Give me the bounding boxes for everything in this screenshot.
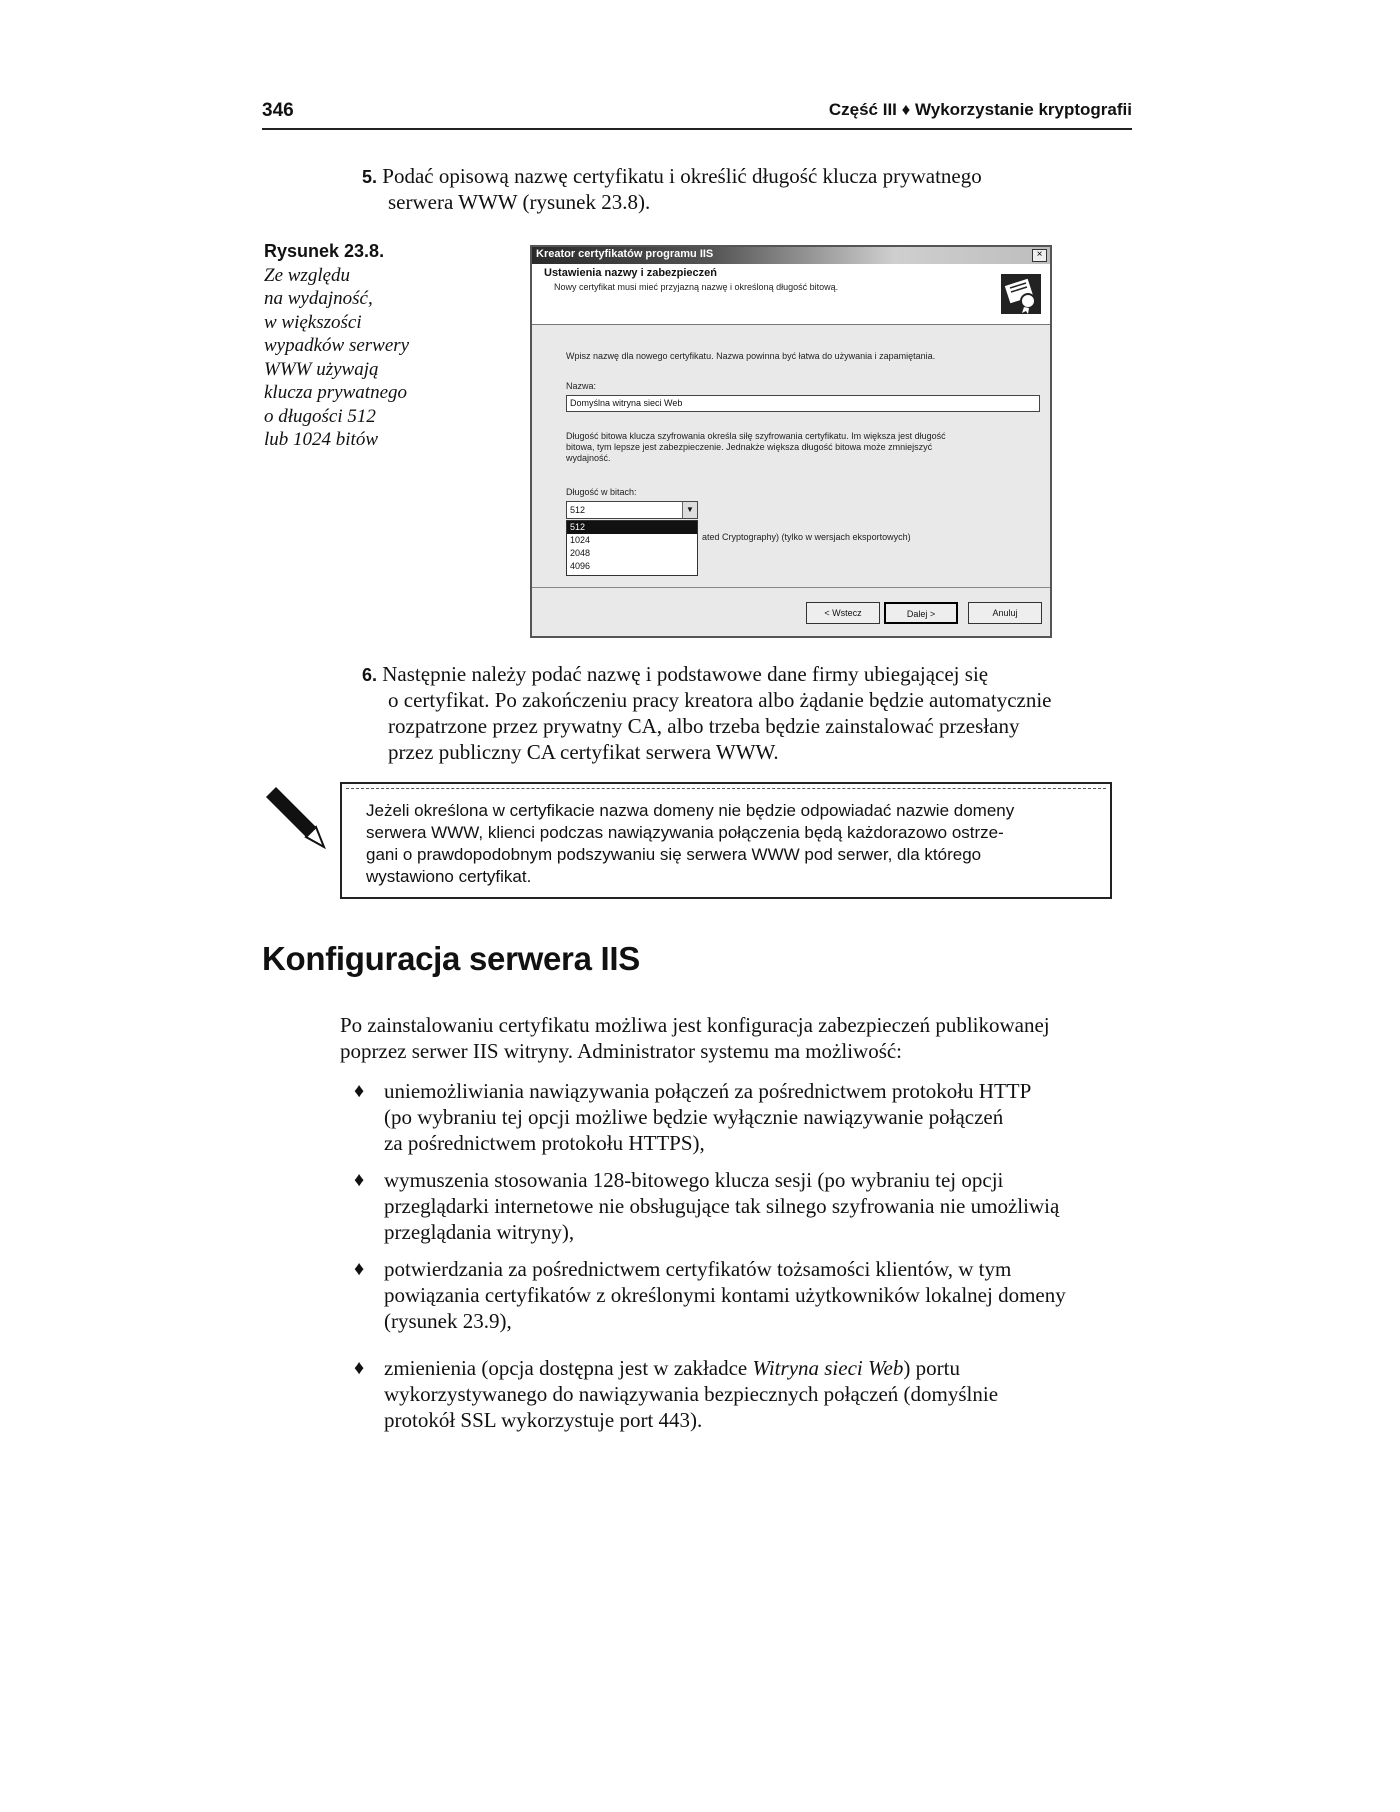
bitlength-description-3: wydajność. [566, 453, 611, 463]
back-button[interactable]: < Wstecz [806, 602, 880, 624]
sgc-option-text: ated Cryptography) (tylko w wersjach eksportowych) [702, 532, 911, 542]
chevron-down-icon[interactable]: ▼ [682, 502, 697, 518]
bitlength-option[interactable]: 512 [567, 521, 697, 534]
note-line: wystawiono certyfikat. [366, 867, 532, 886]
bullet-line [384, 1355, 1124, 1381]
note-top-rule [346, 788, 1106, 789]
certificate-name-input[interactable]: Domyślna witryna sieci Web [566, 395, 1040, 412]
step-6-line-3: rozpatrzone przez prywatny CA, albo trzeba będzie zainstalować przesłany [388, 714, 1020, 738]
intro-line-1: Po zainstalowaniu certyfikatu możliwa jest konfiguracja zabezpieczeń publikowanej [340, 1013, 1050, 1037]
bullet-icon: ♦ [354, 1080, 365, 1102]
part-title: Część III ♦ Wykorzystanie kryptografii [828, 100, 1132, 119]
dialog-instruction: Wpisz nazwę dla nowego certyfikatu. Nazwa powinna być łatwa do używania i zapamiętania. [566, 351, 936, 361]
iis-certificate-wizard-dialog [530, 245, 1052, 638]
bullet-icon: ♦ [354, 1357, 365, 1379]
step-5-number: 5. [362, 167, 378, 187]
note-line: Jeżeli określona w certyfikacie nazwa domeny nie będzie odpowiadać nazwie domeny [366, 801, 1015, 820]
tab-name-emphasis: Witryna sieci Web [752, 1356, 904, 1380]
section-title: Konfiguracja serwera IIS [262, 940, 640, 977]
bitlength-option[interactable]: 1024 [570, 535, 591, 545]
bitlength-selected-value: 512 [570, 505, 586, 515]
dialog-separator [532, 587, 1050, 588]
next-button[interactable]: Dalej > [884, 602, 958, 624]
bullet-line: potwierdzania za pośrednictwem certyfikatów tożsamości klientów, w tym [384, 1257, 1012, 1281]
bullet-line: wymuszenia stosowania 128-bitowego klucza sesji (po wybraniu tej opcji [384, 1168, 1004, 1192]
bitlength-description-2: bitowa, tym lepsze jest zabezpieczenie. Jednakże większa długość bitowa może zmniejszyć [566, 442, 933, 452]
bitlength-option[interactable]: 2048 [570, 548, 591, 558]
running-header [262, 96, 1132, 130]
step-6-line-1: Następnie należy podać nazwę i podstawowe dane firmy ubiegającej się [382, 662, 989, 686]
note-text [366, 800, 1092, 888]
step-5-line-2: serwera WWW (rysunek 23.8). [388, 190, 651, 214]
bullet-item [384, 1256, 1124, 1334]
bullet-icon: ♦ [354, 1258, 365, 1280]
bitlength-select[interactable] [566, 501, 698, 519]
figure-caption [264, 240, 454, 452]
step-6 [362, 661, 988, 688]
bullet-icon: ♦ [354, 1169, 365, 1191]
bitlength-dropdown-list [566, 520, 698, 576]
bullet-item [384, 1167, 1124, 1245]
name-label: Nazwa: [566, 381, 597, 391]
dialog-title: Kreator certyfikatów programu IIS [536, 248, 714, 260]
bitlength-description-1: Długość bitowa klucza szyfrowania określa siłę szyfrowania certyfikatu. Im większa jest długość [566, 431, 946, 441]
certificate-icon [1000, 273, 1042, 315]
close-icon[interactable]: × [1032, 249, 1047, 262]
bullet-line: wykorzystywanego do nawiązywania bezpiecznych połączeń (domyślnie [384, 1382, 999, 1406]
page-number: 346 [262, 100, 294, 121]
bitlength-option[interactable]: 4096 [570, 561, 591, 571]
bullet-text-part: ) portu [903, 1356, 960, 1380]
step-6-number: 6. [362, 665, 378, 685]
figure-label: Rysunek 23.8. [264, 241, 385, 261]
dialog-header [532, 264, 1050, 325]
bullet-line: przeglądarki internetowe nie obsługujące tak silnego szyfrowania nie umożliwią [384, 1194, 1060, 1218]
step-5 [362, 163, 982, 190]
note-line: serwera WWW, klienci podczas nawiązywania połączenia będą każdorazowo ostrze- [366, 823, 1004, 842]
bullet-line: (po wybraniu tej opcji możliwe będzie wyłącznie nawiązywanie połączeń [384, 1105, 1004, 1129]
pencil-icon [262, 785, 326, 849]
bullet-line: za pośrednictwem protokołu HTTPS), [384, 1131, 705, 1155]
bullet-line: przeglądania witryny), [384, 1220, 575, 1244]
bullet-item [384, 1355, 1124, 1433]
dialog-header-subtitle: Nowy certyfikat musi mieć przyjazną nazwę i określoną długość bitową. [554, 282, 839, 292]
intro-line-2: poprzez serwer IIS witryny. Administrator systemu ma możliwość: [340, 1039, 903, 1063]
note-box [340, 782, 1112, 899]
dialog-header-title: Ustawienia nazwy i zabezpieczeń [544, 267, 718, 279]
step-6-line-4: przez publiczny CA certyfikat serwera WWW. [388, 740, 779, 764]
bullet-line: uniemożliwiania nawiązywania połączeń za pośrednictwem protokołu HTTP [384, 1079, 1032, 1103]
bullet-text-part: zmienienia (opcja dostępna jest w zakładce [384, 1356, 753, 1380]
bullet-line: protokół SSL wykorzystuje port 443). [384, 1408, 703, 1432]
bitlength-label: Długość w bitach: [566, 487, 637, 497]
note-line: gani o prawdopodobnym podszywaniu się serwera WWW pod serwer, dla którego [366, 845, 982, 864]
step-6-line-2: o certyfikat. Po zakończeniu pracy kreatora albo żądanie będzie automatycznie [388, 688, 1052, 712]
bullet-line: (rysunek 23.9), [384, 1309, 512, 1333]
step-5-line-1: Podać opisową nazwę certyfikatu i określić długość klucza prywatnego [382, 164, 982, 188]
bullet-item [384, 1078, 1124, 1156]
dialog-title-bar [532, 247, 1050, 264]
bullet-line: powiązania certyfikatów z określonymi kontami użytkowników lokalnej domeny [384, 1283, 1066, 1307]
figure-caption-text: Ze względu na wydajność, w większości wypadków serwery WWW używają klucza prywatnego o długości 512 lub 1024 bitów [264, 264, 410, 450]
cancel-button[interactable]: Anuluj [968, 602, 1042, 624]
